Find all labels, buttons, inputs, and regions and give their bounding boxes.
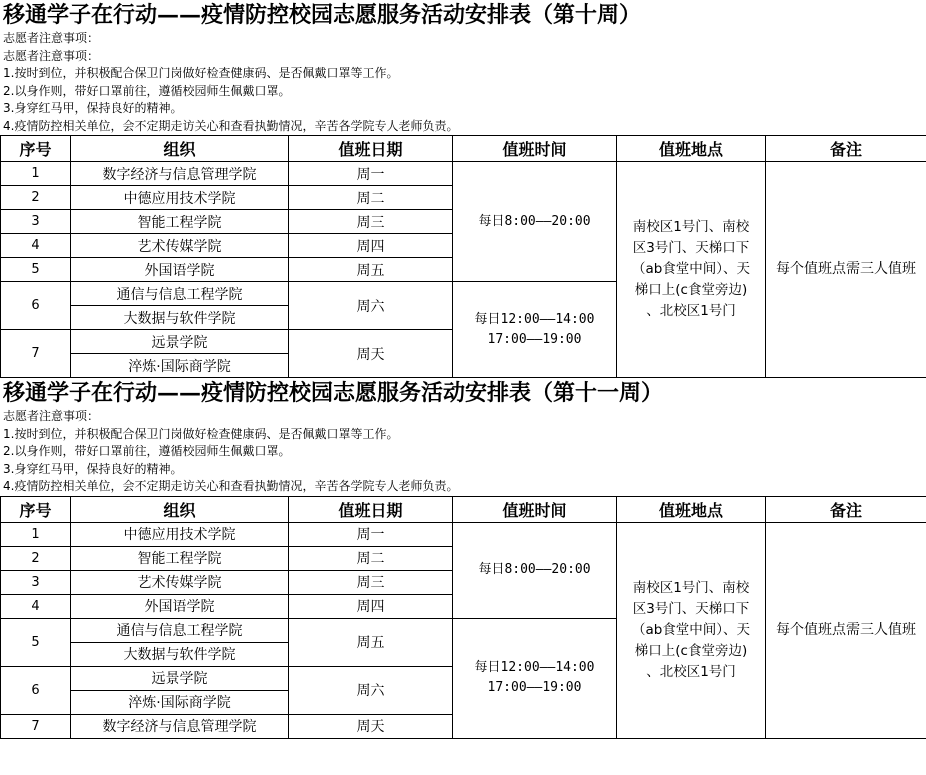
column-header: 组织 bbox=[71, 496, 289, 522]
org-cell: 艺术传媒学院 bbox=[71, 570, 289, 594]
seq-cell: 7 bbox=[1, 330, 71, 378]
day-cell: 周一 bbox=[289, 162, 453, 186]
org-cell: 大数据与软件学院 bbox=[71, 642, 289, 666]
day-cell: 周天 bbox=[289, 330, 453, 378]
seq-cell: 6 bbox=[1, 282, 71, 330]
schedule-section bbox=[0, 378, 926, 739]
day-cell: 周四 bbox=[289, 234, 453, 258]
org-cell: 远景学院 bbox=[71, 330, 289, 354]
note-line: 志愿者注意事项： bbox=[3, 48, 100, 63]
day-cell: 周四 bbox=[289, 594, 453, 618]
seq-cell: 7 bbox=[1, 714, 71, 738]
seq-cell: 6 bbox=[1, 666, 71, 714]
seq-cell: 5 bbox=[1, 618, 71, 666]
remark-cell: 每个值班点需三人值班 bbox=[766, 162, 926, 378]
table-row bbox=[1, 522, 926, 546]
column-header: 序号 bbox=[1, 496, 71, 522]
seq-cell: 3 bbox=[1, 210, 71, 234]
day-cell: 周天 bbox=[289, 714, 453, 738]
note-line: 3.身穿红马甲，保持良好的精神。 bbox=[3, 461, 183, 476]
time-cell: 每日8:00——20:00 bbox=[453, 162, 617, 282]
seq-cell: 2 bbox=[1, 186, 71, 210]
note-line: 3.身穿红马甲，保持良好的精神。 bbox=[3, 101, 183, 115]
place-cell: 南校区1号门、南校 区3号门、天梯口下 （ab食堂中间）、天 梯口上(c食堂旁边) 、北校区1号门 bbox=[617, 522, 766, 738]
time-cell: 每日12:00——14:00 17:00——19:00 bbox=[453, 618, 617, 738]
seq-cell: 2 bbox=[1, 546, 71, 570]
org-cell: 外国语学院 bbox=[71, 258, 289, 282]
day-cell: 周一 bbox=[289, 522, 453, 546]
day-cell: 周二 bbox=[289, 546, 453, 570]
org-cell: 淬炼·国际商学院 bbox=[71, 690, 289, 714]
seq-cell: 1 bbox=[1, 162, 71, 186]
day-cell: 周五 bbox=[289, 258, 453, 282]
schedule-section bbox=[0, 0, 926, 378]
org-cell: 大数据与软件学院 bbox=[71, 306, 289, 330]
org-cell: 艺术传媒学院 bbox=[71, 234, 289, 258]
note-line: 2.以身作则，带好口罩前往，遵循校园师生佩戴口罩。 bbox=[3, 83, 291, 98]
column-header: 值班日期 bbox=[289, 136, 453, 162]
place-cell: 南校区1号门、南校 区3号门、天梯口下 （ab食堂中间）、天 梯口上(c食堂旁边) 、北校区1号门 bbox=[617, 162, 766, 378]
day-cell: 周五 bbox=[289, 618, 453, 666]
seq-cell: 4 bbox=[1, 594, 71, 618]
schedule-table bbox=[0, 135, 926, 378]
org-cell: 外国语学院 bbox=[71, 594, 289, 618]
header-row bbox=[1, 496, 926, 522]
column-header: 值班地点 bbox=[617, 496, 766, 522]
schedule-table bbox=[0, 496, 926, 739]
org-cell: 通信与信息工程学院 bbox=[71, 618, 289, 642]
note-line: 志愿者注意事项： bbox=[3, 31, 100, 45]
notes-block bbox=[0, 30, 926, 135]
seq-cell: 1 bbox=[1, 522, 71, 546]
org-cell: 中德应用技术学院 bbox=[71, 522, 289, 546]
time-cell: 每日8:00——20:00 bbox=[453, 522, 617, 618]
note-line: 1.按时到位，并积极配合保卫门岗做好检查健康码、是否佩戴口罩等工作。 bbox=[3, 66, 399, 80]
note-line: 4.疫情防控相关单位，会不定期走访关心和查看执勤情况，辛苦各学院专人老师负责。 bbox=[3, 118, 459, 133]
remark-cell: 每个值班点需三人值班 bbox=[766, 522, 926, 738]
org-cell: 远景学院 bbox=[71, 666, 289, 690]
day-cell: 周六 bbox=[289, 666, 453, 714]
column-header: 值班日期 bbox=[289, 496, 453, 522]
notes-block bbox=[0, 408, 926, 496]
seq-cell: 3 bbox=[1, 570, 71, 594]
note-line: 2.以身作则，带好口罩前往，遵循校园师生佩戴口罩。 bbox=[3, 444, 291, 458]
org-cell: 中德应用技术学院 bbox=[71, 186, 289, 210]
day-cell: 周三 bbox=[289, 570, 453, 594]
column-header: 备注 bbox=[766, 136, 926, 162]
header-row bbox=[1, 136, 926, 162]
column-header: 值班时间 bbox=[453, 496, 617, 522]
page-title: 移通学子在行动——疫情防控校园志愿服务活动安排表（第十周） bbox=[3, 2, 642, 28]
day-cell: 周三 bbox=[289, 210, 453, 234]
page-title: 移通学子在行动——疫情防控校园志愿服务活动安排表（第十一周） bbox=[3, 380, 664, 406]
org-cell: 智能工程学院 bbox=[71, 210, 289, 234]
seq-cell: 4 bbox=[1, 234, 71, 258]
day-cell: 周二 bbox=[289, 186, 453, 210]
org-cell: 数字经济与信息管理学院 bbox=[71, 162, 289, 186]
note-line: 1.按时到位，并积极配合保卫门岗做好检查健康码、是否佩戴口罩等工作。 bbox=[3, 426, 399, 441]
column-header: 组织 bbox=[71, 136, 289, 162]
org-cell: 智能工程学院 bbox=[71, 546, 289, 570]
column-header: 备注 bbox=[766, 496, 926, 522]
note-line: 4.疫情防控相关单位，会不定期走访关心和查看执勤情况，辛苦各学院专人老师负责。 bbox=[3, 479, 459, 493]
time-cell: 每日12:00——14:00 17:00——19:00 bbox=[453, 282, 617, 378]
org-cell: 通信与信息工程学院 bbox=[71, 282, 289, 306]
day-cell: 周六 bbox=[289, 282, 453, 330]
column-header: 值班地点 bbox=[617, 136, 766, 162]
column-header: 值班时间 bbox=[453, 136, 617, 162]
org-cell: 淬炼·国际商学院 bbox=[71, 354, 289, 378]
seq-cell: 5 bbox=[1, 258, 71, 282]
note-line: 志愿者注意事项： bbox=[3, 409, 100, 423]
table-row bbox=[1, 162, 926, 186]
column-header: 序号 bbox=[1, 136, 71, 162]
org-cell: 数字经济与信息管理学院 bbox=[71, 714, 289, 738]
